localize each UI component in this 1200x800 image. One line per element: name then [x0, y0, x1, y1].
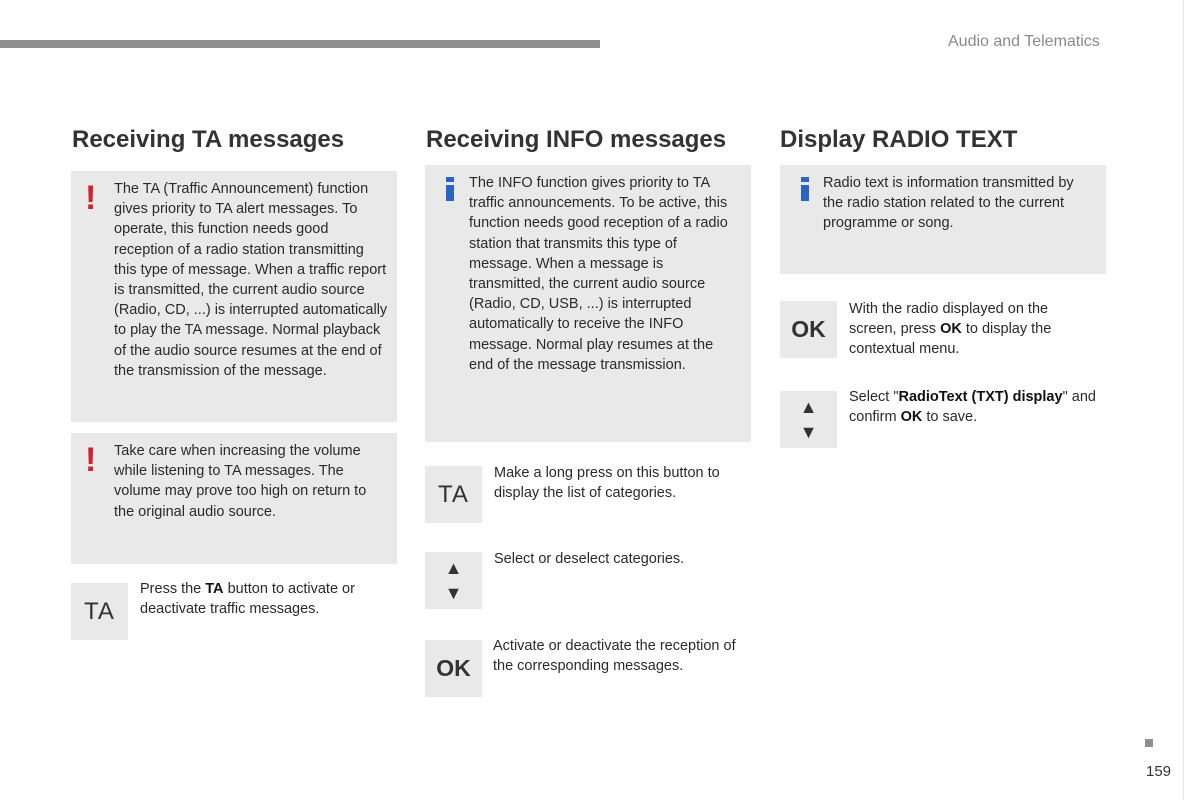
ta-long-press-description: Make a long press on this button to display the list of categories. [494, 465, 720, 502]
ta-warning-text: The TA (Traffic Announcement) function gives priority to TA alert messages. To operate, this function needs good reception of a radio station transmitting this type of message. When a traffic report is transmitted, the current audio source (Radio, CD, ...) is interrupted automatically to play the TA message. Normal playback of the audio source resumes at the end of the transmission of the message. [114, 181, 388, 379]
ta-button-label: TA [438, 480, 469, 508]
ta-warning-note [71, 171, 397, 422]
radio-text-info-text: Radio text is information transmitted by the radio station related to the current programme or song. [823, 175, 1074, 232]
ta-section-title: Receiving TA messages [72, 126, 345, 153]
arrow-down-icon: ▼ [444, 582, 463, 603]
radiotext-select-description: Select "RadioText (TXT) display" and confirm OK to save. [849, 389, 1096, 426]
page-marker [1145, 739, 1153, 747]
page-edge-rule [1183, 0, 1184, 800]
header-rule [0, 40, 600, 48]
ok-activate-description: Activate or deactivate the reception of the corresponding messages. [493, 638, 736, 675]
page-number: 159 [1146, 763, 1172, 780]
ta-button-description: Press the TA button to activate or deactivate traffic messages. [140, 581, 355, 618]
warning-icon: ! [85, 179, 97, 217]
ok-button-label: OK [791, 316, 826, 342]
info-note-text: The INFO function gives priority to TA traffic announcements. To be active, this function needs good reception of a radio station that transmits this type of message. When a message is transmitted, the current audio source (Radio, CD, USB, ...) is interrupted automatically to receive the INFO message. Normal play resumes at the end of the message transmission. [469, 175, 728, 373]
info-icon [801, 177, 809, 201]
arrow-buttons [780, 391, 837, 448]
arrow-up-icon: ▲ [799, 396, 818, 417]
ta-button-label: TA [84, 597, 115, 625]
ok-contextual-menu-description: With the radio displayed on the screen, press OK to display the contextual menu. [849, 301, 1052, 358]
info-icon [446, 177, 454, 201]
info-section-title: Receiving INFO messages [426, 126, 727, 153]
ok-button [425, 640, 482, 697]
radio-text-info-note [780, 165, 1106, 274]
ta-button [425, 466, 482, 523]
arrow-up-icon: ▲ [444, 557, 463, 578]
ta-volume-warning-text: Take care when increasing the volume while listening to TA messages. The volume may prove too high on return to the original audio source. [114, 443, 367, 520]
select-categories-description: Select or deselect categories. [494, 551, 685, 567]
radio-text-section-title: Display RADIO TEXT [780, 126, 1018, 153]
arrow-buttons [425, 552, 482, 609]
info-note [425, 165, 751, 442]
warning-icon: ! [85, 441, 97, 479]
ok-button [780, 301, 837, 358]
arrow-down-icon: ▼ [799, 421, 818, 442]
ta-button [71, 583, 128, 640]
section-header-title: Audio and Telematics [948, 33, 1100, 50]
ta-volume-warning-note [71, 433, 397, 564]
ok-button-label: OK [436, 655, 471, 681]
